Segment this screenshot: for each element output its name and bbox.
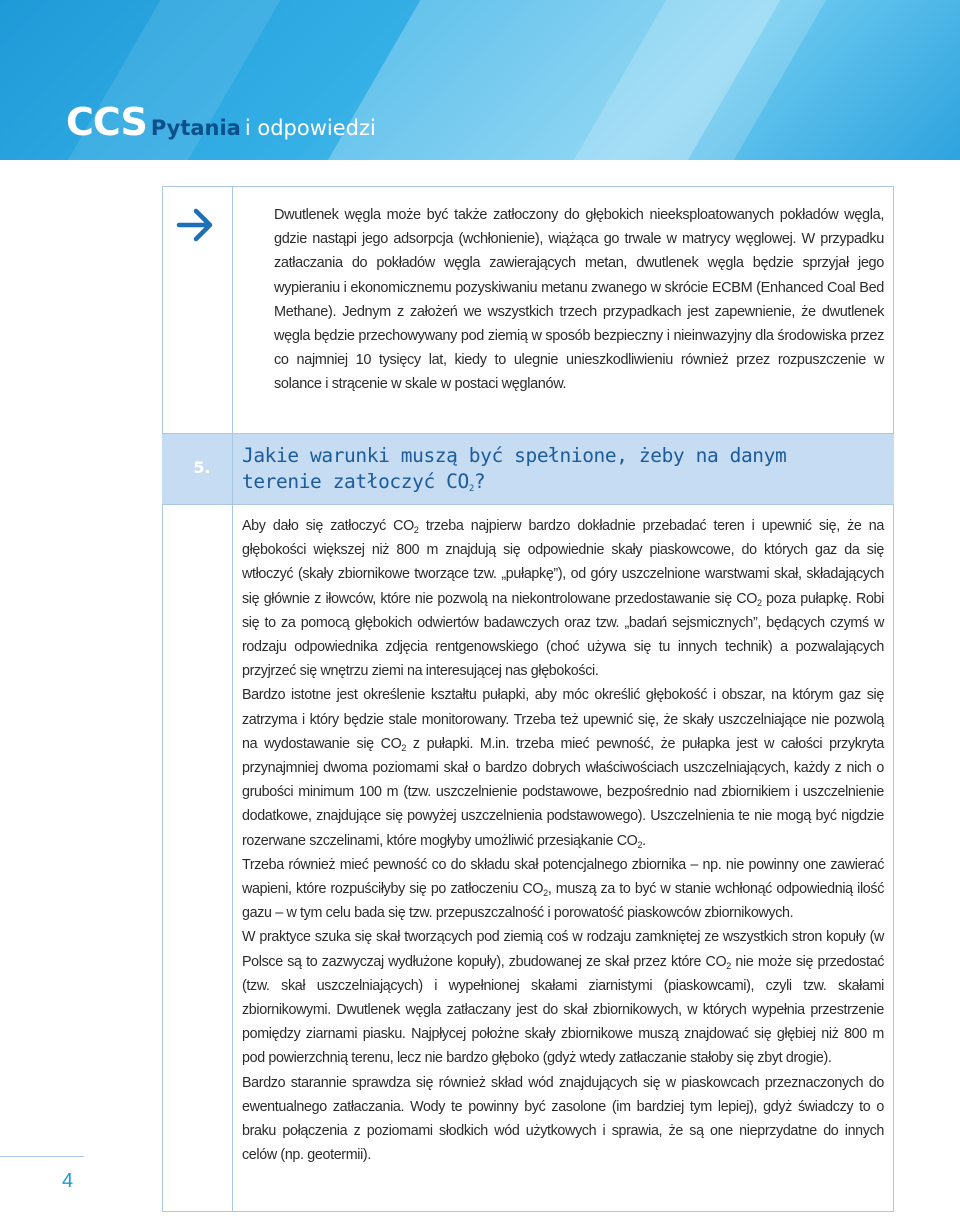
answer-paragraph [242, 853, 884, 926]
page-number: 4 [62, 1170, 74, 1192]
page-number-rule [0, 1156, 84, 1157]
title-bold: Pytania [150, 116, 241, 140]
text-run: . [642, 832, 646, 849]
intro-paragraph [274, 203, 884, 397]
text-run: z pułapki. M.in. trzeba mieć pewność, że pułapka jest w całości przykryta przynajmniej dwoma poziomami skał o bardzo dobrych właściwościach uszczelniających, każdy z nich o grubości minimum 100 m (tzw. uszczelnienie podstawowe, bezpośrednio nad zbiornikiem i uszczelnienie dodatkowe, znajdujące się powyżej uszczelnienia podstawowego). Uszczelnienia te nie mogą być nigdzie rozerwane szczelinami, które mogłyby umożliwić przesiąkanie CO [242, 735, 884, 849]
answer-paragraph [242, 1071, 884, 1168]
arrow-right-icon [176, 205, 216, 245]
text-run: poza pułapkę. Robi się to za pomocą głębokich odwiertów badawczych oraz tzw. „badań sejsmicznych”, będących czymś w rodzaju odpowiednika zdjęcia rentgenowskiego (choć używa się tu innych technik) a pozwalających przyjrzeć się wnętrzu ziemi na interesującej nas głębokości. [242, 590, 884, 680]
answer-paragraph [242, 683, 884, 852]
text-run: Bardzo istotne jest określenie kształtu pułapki, aby móc określić głębokość i obszar, na którym gaz się zatrzyma i który będzie stale monitorowany. Trzeba też upewnić się, że skały uszczelniające nie pozwolą na wydostawanie się CO [242, 687, 884, 752]
question-title [242, 443, 862, 495]
header-banner [0, 0, 960, 160]
answer-body [242, 514, 884, 1167]
text-run: trzeba najpierw bardzo dokładnie przebadać teren i upewnić się, że na głębokości większej niż 800 m znajdują się odpowiednie skały piaskowcowe, do których gaz da się wtłoczyć (skały zbiornikowe tworzące tzw. „pułapkę”), od góry uszczelnione warstwami skał, składających się głównie z iłowców, które nie pozwolą na niekontrolowane przedostawanie się CO [242, 518, 884, 607]
subscript: 2 [543, 888, 548, 899]
text-run: Aby dało się zatłoczyć CO [242, 518, 414, 534]
intro-text: Dwutlenek węgla może być także zatłoczony do głębokich nieeksploatowanych pokładów węgla, gdzie nastąpi jego adsorpcja (wchłonienie), wiążąca go trwale w matrycy węglowej. W przypadku zatłaczania do pokładów węgla zawierających metan, dwutlenek węgla będzie sprzyjał jego wypieraniu i ekonomicznemu pozyskiwaniu metanu zwanego w skrócie ECBM (Enhanced Coal Bed Methane). Jednym z założeń we wszystkich trzech przypadkach jest zapewnienie, że dwutlenek węgla będzie przechowywany pod ziemią w sposób bezpieczny i nieinwazyjny dla środowiska przez co najmniej 10 tysięcy lat, kiedy to ulegnie unieszkodliwieniu również przez rozpuszczenie w solance i strącenie w skale w postaci węglanów. [274, 207, 884, 393]
subscript: 2 [726, 960, 731, 971]
question-number: 5. [193, 458, 211, 477]
title-rest: i odpowiedzi [244, 116, 376, 140]
text-run: , muszą za to być w stanie wchłonąć odpowiednią ilość gazu – w tym celu bada się tzw. przepuszczalność i porowatość piaskowców zbiornikowych. [242, 881, 884, 922]
answer-paragraph [242, 514, 884, 683]
text-run: Trzeba również mieć pewność co do składu skał potencjalnego zbiornika – np. nie powinny one zawierać wapieni, które rozpuściłyby się po zatłoczeniu CO [242, 856, 884, 898]
subscript: 2 [401, 742, 407, 753]
brand-logo: CCS [66, 100, 147, 144]
header-title [66, 100, 376, 144]
question-text: Jakie warunki muszą być spełnione, żeby na danym terenie zatłoczyć CO [242, 444, 787, 493]
text-run: Bardzo starannie sprawdza się również skład wód znajdujących się w piaskowcach przeznaczonych do ewentualnego zatłaczania. Wody te powinny być zasolone (im bardziej tym lepiej), gdyż świadczy to o braku połączenia z poziomami słodkich wód użytkowych i sprawia, że są one nieprzydatne do innych celów (np. geotermii). [242, 1074, 884, 1164]
subscript: 2 [637, 839, 643, 850]
question-subscript: 2 [468, 484, 474, 494]
question-band [162, 433, 894, 505]
question-suffix: ? [473, 470, 486, 493]
subscript: 2 [757, 597, 762, 608]
text-run: nie może się przedostać (tzw. skał uszczelniających) i wypełnionej skałami ziarnistymi (piaskowcami), czyli tzw. skałami zbiornikowymi. Dwutlenek węgla zatłaczany jest do skał zbiornikowych, w których wypełnia przestrzenie pomiędzy ziarnami piasku. Najpłycej położne skały zbiornikowe muszą znajdować się głębiej niż 800 m pod powierzchnią terenu, lecz nie bardzo głęboko (gdyż wtedy zatłaczanie stałoby się zbyt drogie). [242, 953, 884, 1067]
column-divider [232, 186, 233, 1212]
text-run: W praktyce szuka się skał tworzących pod ziemią coś w rodzaju zamkniętej ze wszystkich stron kopuły (w Polsce są to zazwyczaj wydłużone kopuły), zbudowanej ze skał przez które CO [242, 929, 884, 970]
subscript: 2 [413, 525, 419, 535]
answer-paragraph [242, 925, 884, 1070]
